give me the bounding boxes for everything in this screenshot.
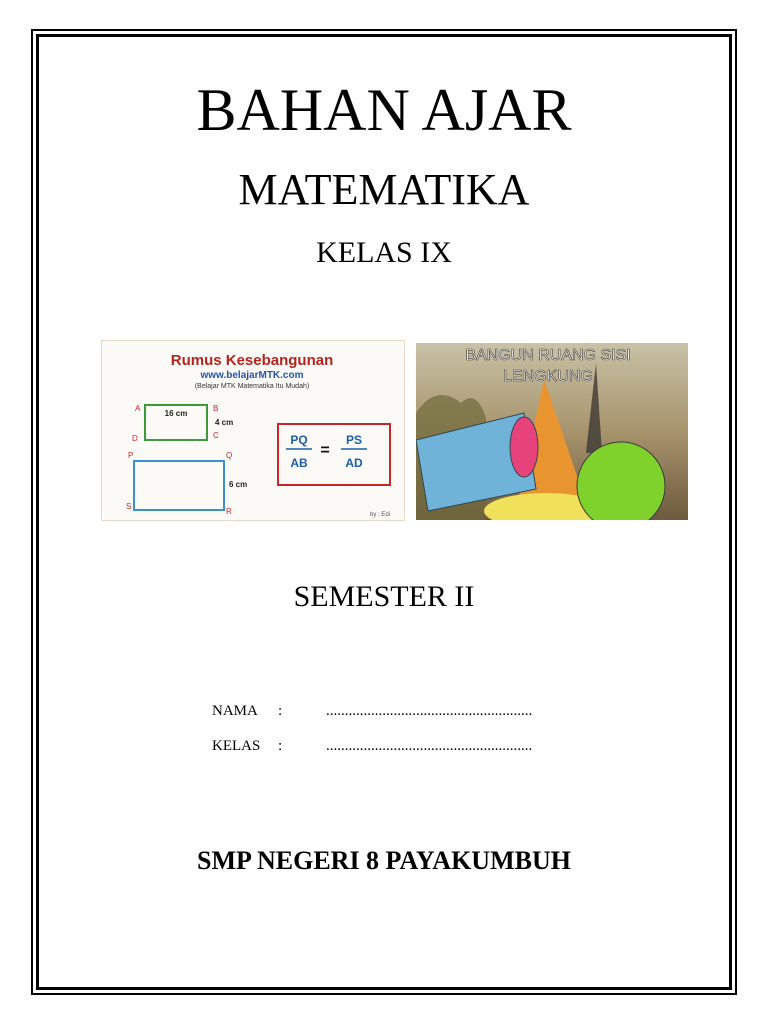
- cover-semester: SEMESTER II: [293, 580, 475, 613]
- point-q: Q: [226, 451, 233, 460]
- large-height-label: 6 cm: [229, 480, 248, 489]
- formula-image-tagline: (Belajar MTK Matematika Itu Mudah): [194, 383, 310, 390]
- point-r: R: [226, 507, 232, 516]
- point-b: B: [213, 404, 219, 413]
- school-name: SMP NEGERI 8 PAYAKUMBUH: [197, 846, 571, 875]
- name-blank-line[interactable]: .......................................................: [326, 703, 533, 719]
- point-c: C: [213, 431, 219, 440]
- similarity-formula-image: [101, 340, 405, 521]
- large-rectangle: [134, 461, 224, 510]
- small-height-label: 4 cm: [215, 418, 234, 427]
- name-colon: :: [278, 703, 283, 719]
- cylinder-top: [510, 417, 538, 477]
- class-colon: :: [278, 738, 283, 754]
- formula-numerator-right: PS: [345, 433, 363, 447]
- formula-image-site: www.belajarMTK.com: [200, 370, 304, 381]
- point-d: D: [132, 434, 138, 443]
- formula-denominator-left: AB: [290, 456, 308, 470]
- class-blank-line[interactable]: .......................................................: [326, 738, 533, 754]
- point-p: P: [128, 451, 134, 460]
- formula-denominator-right: AD: [345, 456, 363, 470]
- curved-solids-graphic: [416, 343, 688, 520]
- formula-image-title: Rumus Kesebangunan: [170, 352, 334, 369]
- formula-equals: =: [320, 442, 330, 459]
- point-s: S: [126, 502, 132, 511]
- similarity-formula-graphic: [102, 341, 406, 522]
- name-label: NAMA: [212, 703, 258, 719]
- formula-image-credit: by : Edi: [370, 512, 391, 518]
- solids-title-line1: BANGUN RUANG SISI: [465, 347, 631, 364]
- cover-title: BAHAN AJAR: [196, 77, 572, 143]
- class-label: KELAS: [212, 738, 261, 754]
- point-a: A: [135, 404, 141, 413]
- formula-numerator-left: PQ: [290, 433, 308, 447]
- cover-subject: MATEMATIKA: [238, 165, 530, 214]
- cover-grade: KELAS IX: [316, 236, 452, 269]
- curved-solids-image: [416, 343, 688, 520]
- small-width-label: 16 cm: [164, 409, 188, 418]
- solids-title-line2: LENGKUNG: [503, 368, 593, 385]
